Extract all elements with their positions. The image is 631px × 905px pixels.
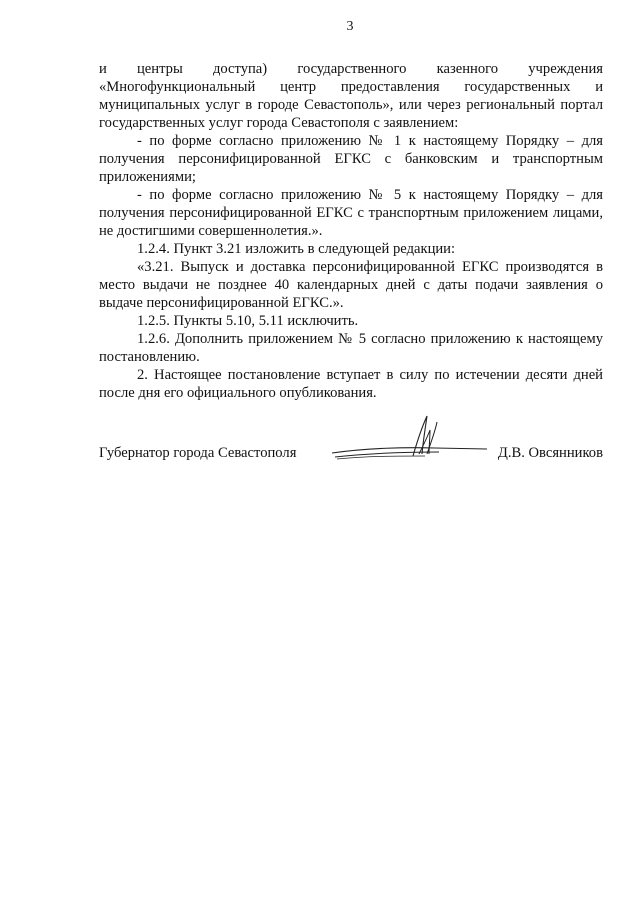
paragraph-continuation: и центры доступа) государственного казенного учреждения «Многофункциональный центр предоставления государственных и муниципальных услуг в городе Севастополь», или через региональный портал государственных услуг города Севастополя с заявлением: [99,61,603,131]
paragraph-1-2-6: 1.2.6. Дополнить приложением № 5 согласно приложению к настоящему постановлению. [99,331,603,365]
signatory-title: Губернатор города Севастополя [99,445,297,461]
paragraph-3-21: «3.21. Выпуск и доставка персонифицированной ЕГКС производятся в место выдачи не позднее 40 календарных дней с даты подачи заявления о выдаче персонифицированной ЕГКС.». [99,259,603,311]
paragraph-form-5: - по форме согласно приложению № 5 к настоящему Порядку – для получения персонифицированной ЕГКС с транспортным приложением лицами, не достигшими совершеннолетия.». [99,187,603,239]
paragraph-form-1: - по форме согласно приложению № 1 к настоящему Порядку – для получения персонифицированной ЕГКС с банковским и транспортным приложениями; [99,133,603,185]
paragraph-1-2-4: 1.2.4. Пункт 3.21 изложить в следующей редакции: [137,241,456,257]
paragraph-2-effect: 2. Настоящее постановление вступает в силу по истечении десяти дней после дня его официального опубликования. [99,367,603,401]
page-number: 3 [346,19,354,34]
document-body [99,60,603,402]
signatory-name: Д.В. Овсянников [497,445,603,461]
signature-block [99,412,603,482]
paragraph-1-2-5: 1.2.5. Пункты 5.10, 5.11 исключить. [137,313,359,329]
handwritten-signature-icon [327,412,497,472]
